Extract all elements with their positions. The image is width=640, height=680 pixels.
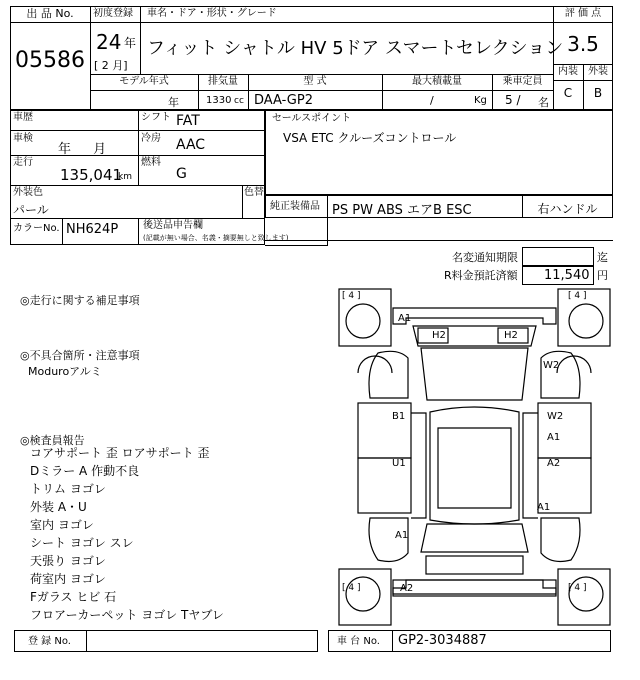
lot-label: 出 品 No. xyxy=(26,7,74,20)
displacement: 1330 xyxy=(206,95,232,106)
model-year-label: モデル年式 xyxy=(119,76,169,87)
mileage-unit: km xyxy=(118,172,132,182)
inspector-label: ◎検査員報告 xyxy=(20,434,85,447)
color: パール xyxy=(13,203,49,217)
mark-left-rear-fender: A1 xyxy=(395,530,409,541)
reg-month: [ 2 月] xyxy=(94,59,128,72)
max-load-slash: / xyxy=(430,94,434,107)
tire-label-fr: [ 4 ] xyxy=(568,291,587,301)
mark-right-front-door: W2 xyxy=(547,411,564,422)
mark-front-bumper: A1 xyxy=(398,313,412,324)
sales-point-label: セールスポイント xyxy=(272,113,352,124)
lot-number: 05586 xyxy=(15,48,85,73)
shift-label: シフト xyxy=(141,112,171,123)
ac-label: 冷房 xyxy=(141,133,161,144)
report-line: 天張り ヨゴレ xyxy=(30,554,106,568)
score: 3.5 xyxy=(567,32,599,56)
mark-right-front-fender: W2 xyxy=(543,360,560,371)
color-label: 外装色 xyxy=(13,187,43,198)
report-line: 室内 ヨゴレ xyxy=(30,518,94,532)
handle: 右ハンドル xyxy=(537,202,598,216)
inspection-label: 車検 xyxy=(13,133,33,144)
chassis-label: 車 台 No. xyxy=(337,636,380,647)
max-load-unit: Kg xyxy=(474,95,487,106)
capacity-label: 乗車定員 xyxy=(502,76,543,87)
aftermarket-note: (記載が無い場合、名義・摘要無しと致します) xyxy=(143,234,289,242)
mark-right-rear-door: A2 xyxy=(547,458,561,469)
mark-front-right-h2: H2 xyxy=(504,330,518,341)
inspection-value: 年 月 xyxy=(58,142,107,157)
genuine-label: 純正装備品 xyxy=(270,201,320,212)
mark-right-front-door2: A1 xyxy=(547,432,561,443)
mark-right-rear-fender: A1 xyxy=(537,502,551,513)
repaint-label: 色替 xyxy=(244,187,264,198)
recycle-label: R料金預託済額 xyxy=(444,269,518,282)
mileage: 135,041 xyxy=(60,166,123,184)
aftermarket-label: 後送品申告欄 xyxy=(143,220,203,231)
tire-label-fl: [ 4 ] xyxy=(342,291,361,301)
mark-rear-bumper: A2 xyxy=(400,583,414,594)
chassis-no: GP2-3034887 xyxy=(398,633,487,648)
model-year-unit: 年 xyxy=(168,96,179,109)
name-change-box xyxy=(522,247,594,266)
defects-label: ◎不具合箇所・注意事項 xyxy=(20,349,140,362)
reg-no-label: 登 録 No. xyxy=(28,636,71,647)
report-line: 荷室内 ヨゴレ xyxy=(30,572,106,586)
tire-label-rl: [ 4 ] xyxy=(342,583,361,593)
report-line: 外装 A・U xyxy=(30,500,87,514)
fuel: G xyxy=(176,166,187,182)
shift: FAT xyxy=(176,113,200,129)
running-label: ◎走行に関する補足事項 xyxy=(20,294,140,307)
recycle-unit: 円 xyxy=(597,269,608,282)
car-name-label: 車名・ドア・形状・グレード xyxy=(147,8,277,19)
report-line: シート ヨゴレ スレ xyxy=(30,536,134,550)
mark-front-left-h2: H2 xyxy=(432,330,446,341)
report-line: トリム ヨゴレ xyxy=(30,482,106,496)
recycle-value: 11,540 xyxy=(544,268,590,283)
first-reg-label: 初度登録 xyxy=(93,8,133,19)
exterior-label: 外装 xyxy=(588,66,608,77)
report-line: Dミラー A 作動不良 xyxy=(30,464,140,478)
capacity: 5 / xyxy=(505,93,521,107)
displacement-unit: cc xyxy=(234,96,244,106)
exterior-grade: B xyxy=(593,86,603,100)
type-label: 型 式 xyxy=(303,76,327,87)
max-load-label: 最大積載量 xyxy=(412,76,462,87)
history-label: 車歴 xyxy=(13,112,33,123)
reg-year-unit: 年 xyxy=(124,36,137,50)
score-label: 評 価 点 xyxy=(564,8,602,19)
defects-text: Moduroアルミ xyxy=(28,365,102,378)
interior-grade: C xyxy=(563,86,573,100)
reg-year: 24 xyxy=(96,30,122,54)
report-line: Fガラス ヒビ 石 xyxy=(30,590,117,604)
tire-label-rr: [ 4 ] xyxy=(568,583,587,593)
ac: AAC xyxy=(176,137,206,153)
displacement-label: 排気量 xyxy=(208,76,238,87)
capacity-unit: 名 xyxy=(538,96,549,109)
name-change-label: 名変通知期限 xyxy=(452,251,518,264)
report-line: コアサポート 歪 ロアサポート 歪 xyxy=(30,446,210,460)
genuine: PS PW ABS エアB ESC xyxy=(332,203,472,218)
name-change-unit: 迄 xyxy=(597,251,608,264)
car-damage-diagram xyxy=(338,288,611,626)
car-name: フィット シャトル HV 5ドア スマートセレクション xyxy=(147,38,564,59)
inspector-report xyxy=(30,446,224,626)
sales-point: VSA ETC クルーズコントロール xyxy=(283,131,457,145)
report-line: フロアーカーペット ヨゴレ Tヤブレ xyxy=(30,608,224,622)
color-no-label: カラーNo. xyxy=(13,223,60,234)
mark-left-front-door: B1 xyxy=(392,411,406,422)
mileage-label: 走行 xyxy=(13,157,33,168)
fuel-label: 燃料 xyxy=(141,157,161,168)
model-code: DAA-GP2 xyxy=(254,93,313,108)
interior-label: 内装 xyxy=(558,66,578,77)
mark-left-rear-door: U1 xyxy=(392,458,406,469)
color-no: NH624P xyxy=(66,222,119,237)
